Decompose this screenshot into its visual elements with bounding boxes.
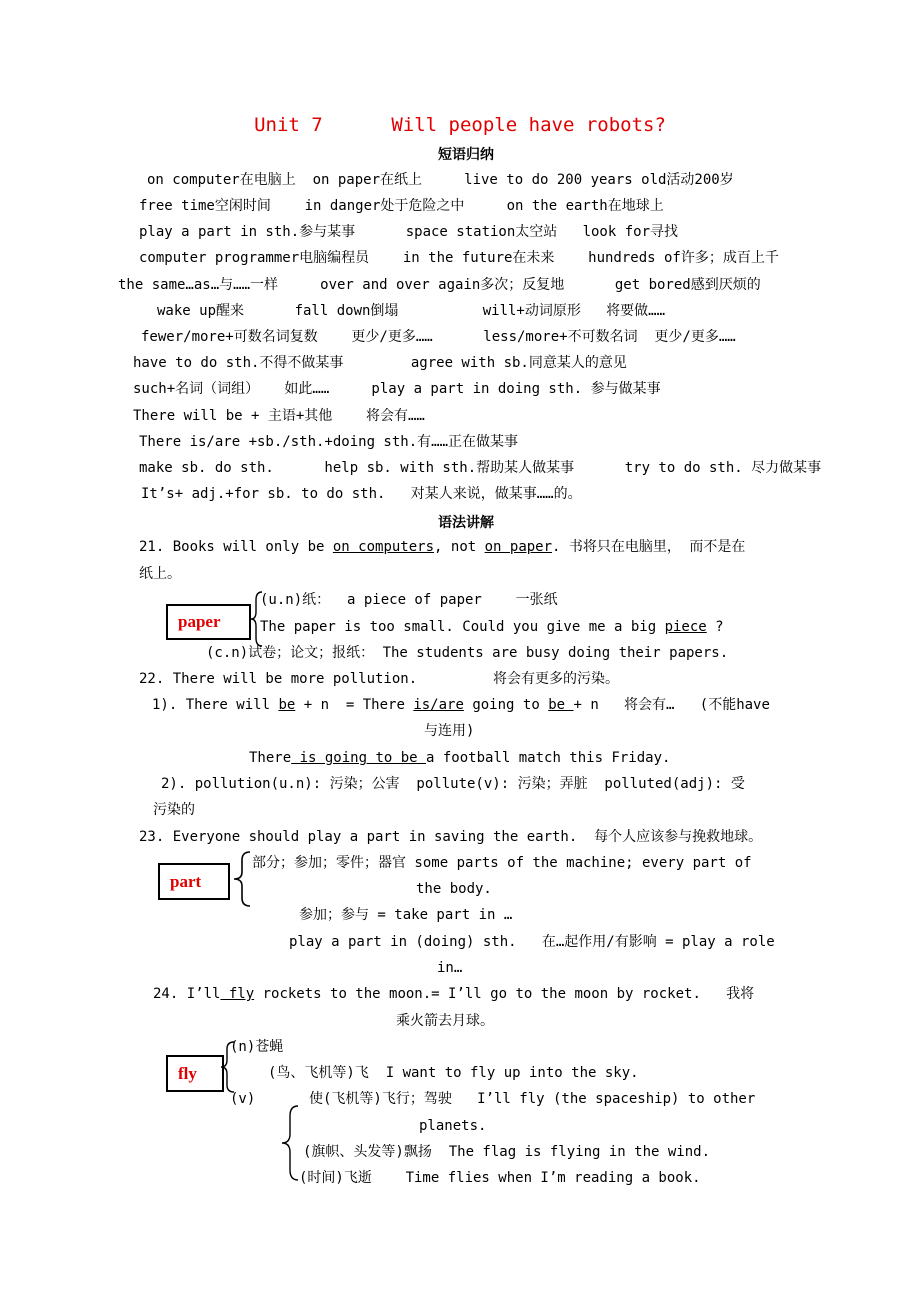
word-box-fly: fly: [166, 1055, 224, 1092]
sentence-22: 22. There will be more pollution. 将会有更多的污染。: [139, 671, 620, 687]
phrase-line: free time空闲时间 in danger处于危险之中 on the earth在地球上: [139, 198, 664, 214]
phrase-line: such+名词（词组） 如此…… play a part in doing sth. 参与做某事: [133, 381, 661, 397]
phrase-line: There will be + 主语+其他 将会有……: [133, 408, 425, 424]
fly-noun: (n)苍蝇: [230, 1039, 284, 1055]
fly-meaning-flag: (旗帜、头发等)飘扬 The flag is flying in the wind.: [303, 1144, 711, 1160]
fly-meaning-bird: (鸟、飞机等)飞 I want to fly up into the sky.: [268, 1065, 639, 1081]
part-meaning-2: 参加；参与 = take part in …: [299, 907, 513, 923]
phrase-line: wake up醒来 fall down倒塌 will+动词原形 将要做……: [157, 303, 666, 319]
sentence-24-cont: 乘火箭去月球。: [396, 1013, 494, 1029]
phrase-line: It’s+ adj.+for sb. to do sth. 对某人来说，做某事……的。: [141, 486, 582, 502]
point-22-2: 2). pollution(u.n): 污染；公害 pollute(v): 污染；弄脏 polluted(adj): 受: [161, 776, 745, 792]
phrases-heading: 短语归纳: [438, 147, 494, 163]
part-meaning-1: 部分；参加；零件；器官 some parts of the machine; every part of: [252, 855, 752, 871]
phrase-line: on computer在电脑上 on paper在纸上 live to do 200 years old活动200岁: [147, 172, 734, 188]
fly-meaning-time: (时间)飞逝 Time flies when I’m reading a book.: [299, 1170, 701, 1186]
part-meaning-1-cont: the body.: [416, 881, 492, 897]
sentence-21: 21. Books will only be on computers, not on paper. 书将只在电脑里， 而不是在: [139, 539, 746, 555]
part-meaning-3-cont: in…: [437, 960, 463, 976]
page-title: Unit 7 Will people have robots?: [254, 114, 666, 136]
paper-meaning-1: (u.n)纸： a piece of paper 一张纸: [260, 592, 558, 608]
sentence-24: 24. I’ll fly rockets to the moon.= I’ll go to the moon by rocket. 我将: [153, 986, 755, 1002]
grammar-heading: 语法讲解: [438, 515, 494, 531]
word-box-part: part: [158, 863, 230, 900]
phrase-line: There is/are +sb./sth.+doing sth.有……正在做某事: [139, 434, 519, 450]
part-meaning-3: play a part in (doing) sth. 在…起作用/有影响 = play a role: [289, 934, 775, 950]
phrase-line: computer programmer电脑编程员 in the future在未来 hundreds of许多；成百上千: [139, 250, 779, 266]
sentence-21-cont: 纸上。: [139, 566, 181, 582]
sentence-23: 23. Everyone should play a part in saving the earth. 每个人应该参与挽救地球。: [139, 829, 763, 845]
fly-verb: (v): [230, 1091, 256, 1107]
fly-meaning-pilot: 使(飞机等)飞行；驾驶 I’ll fly (the spaceship) to other: [309, 1091, 756, 1107]
fly-meaning-pilot-cont: planets.: [419, 1118, 487, 1134]
paper-example: The paper is too small. Could you give me a big piece ?: [260, 619, 724, 635]
brace-part: [232, 850, 252, 908]
brace-fly-verb: [280, 1104, 300, 1182]
example-22: There is going to be a football match this Friday.: [249, 750, 671, 766]
phrase-line: have to do sth.不得不做某事 agree with sb.同意某人的意见: [133, 355, 627, 371]
phrase-line: play a part in sth.参与某事 space station太空站 look for寻找: [139, 224, 679, 240]
point-22-1-cont: 与连用): [424, 723, 475, 739]
point-22-1: 1). There will be + n = There is/are going to be + n 将会有… (不能have: [152, 697, 770, 713]
phrase-line: fewer/more+可数名词复数 更少/更多…… less/more+不可数名词 更少/更多……: [141, 329, 736, 345]
phrase-line: the same…as…与……一样 over and over again多次；反复地 get bored感到厌烦的: [118, 277, 761, 293]
paper-meaning-2: (c.n)试卷；论文；报纸： The students are busy doing their papers.: [206, 645, 729, 661]
word-box-paper: paper: [166, 604, 251, 640]
point-22-2-cont: 污染的: [153, 802, 195, 818]
phrase-line: make sb. do sth. help sb. with sth.帮助某人做某事 try to do sth. 尽力做某事: [139, 460, 822, 476]
